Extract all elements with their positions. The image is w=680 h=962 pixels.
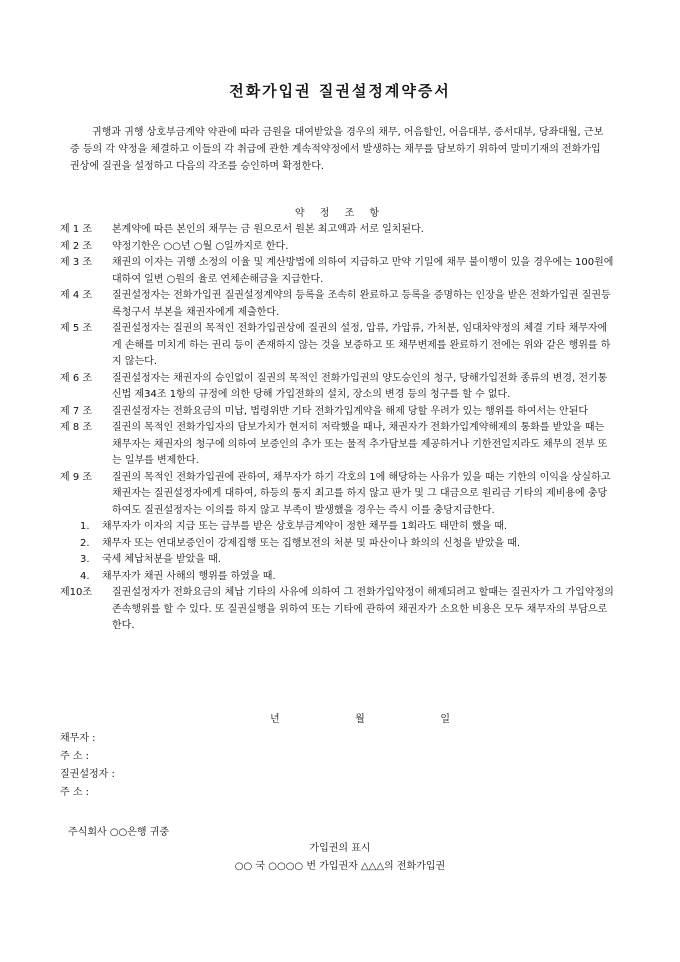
article-number: 제 2 조 [60,240,93,252]
bank-addressee: 주식회사 ○○은행 귀중 [68,827,170,838]
article-text: 질권의 목적인 전화가입권에 관하여, 채무자가 하기 각호의 1에 해당하는 사유가 있을 때는 기한의 이익을 상실하고 채권자는 질권설정자에게 대하여, 하등의 통지 최고를 하지 않고 판가 및 그 대금으로 원리금 기타의 제비용에 충당하여도 질권설정자는 이의를 하지 않고 부족이 발생했을 경우는 즉시 이를 충당지급한다. [112,471,611,516]
articles-list [60,222,616,635]
sub-item-text: 채무자가 이자의 지급 또는 급부를 받은 상호부금계약이 정한 채무를 1회라도 태만히 했을 때. [102,521,508,532]
article-text: 질권설정자가 전화요금의 체납 기타의 사유에 의하여 그 전화가입약정이 해제되려고 할때는 질권자가 그 가입약정의 존속행위를 할 수 있다. 또 질권실행을 위하여 또는 기타에 관하여 채권자가 소요한 비용은 모두 채무자의 부담으로 한다. [112,587,614,631]
debtor-address-label: 주 소 : [60,751,90,762]
sub-item-number: 1. [80,521,90,532]
subscription-indication [0,840,680,876]
article-9 [60,470,616,520]
article-text: 채권의 이자는 귀행 소정의 이율 및 계산방법에 의하여 지급하고 만약 기일에 채무 불이행이 있을 경우에는 100원에 대하여 일변 ○원의 율로 연체손해금을 지급한다. [112,257,614,285]
article-number: 제 7 조 [60,405,93,417]
article-text: 본계약에 따른 본인의 채무는 금 원으로서 원본 최고액과 서로 일치된다. [112,224,424,235]
sub-item-2 [80,536,616,553]
article-number: 제 9 조 [60,471,93,483]
article-3 [60,255,616,288]
sub-item-3 [80,552,616,569]
date-line [270,710,450,725]
sub-item-4 [80,569,616,586]
article-8 [60,420,616,470]
article-number: 제 1 조 [60,224,93,235]
article-number: 제 4 조 [60,290,93,301]
sub-item-text: 채무자 또는 연대보증인이 강제집행 또는 집행보전의 처분 및 파산이나 화의의 신청을 받았을 때. [102,537,521,549]
debtor-label: 채무자 : [60,733,96,744]
article-4 [60,288,616,321]
article-5 [60,321,616,371]
sub-item-text: 국세 체납처분을 받았을 때. [102,554,221,565]
article-number: 제 6 조 [60,372,93,384]
article-number: 제 5 조 [60,323,93,334]
subscription-detail: ○○ 국 ○○○○ 번 가입권자 △△△의 전화가입권 [234,861,446,872]
intro-paragraph: 귀행과 귀행 상호부금계약 약관에 따라 금원을 대여받았을 경우의 채무, 어음할인, 어음대부, 증서대부, 당좌대월, 근보증 등의 각 약정을 체결하고 이들의 각 취급에 관한 계속적약정에서 발생하는 채무를 담보하기 위하여 말미기재의 전화가입권상에 질권을 설정하고 다음의 각조를 승인하며 확정한다. [70,127,604,172]
pledgor-address-label: 주 소 : [60,787,90,798]
document-title: 전화가입권 질권설정계약증서 [229,82,451,100]
sub-item-number: 4. [80,570,90,582]
date-month: 월 [355,714,365,725]
article-number: 제 8 조 [60,422,93,433]
sub-item-1 [80,519,616,536]
article-number: 제 3 조 [60,257,93,268]
article-2 [60,239,616,256]
sub-item-number: 2. [80,537,90,549]
article-text: 질권설정자는 질권의 목적인 전화가입권상에 질권의 설정, 압류, 가압류, 가처분, 임대차약정의 체결 기타 채무자에게 손해를 미치게 하는 권리 등이 존재하지 않는 것을 보증하고 또 채무변제를 완료하기 전에는 위와 같은 행위를 하지 않는다. [112,323,611,367]
article-7 [60,404,616,421]
article-text: 질권설정자는 전화요금의 미납, 법령위반 기타 전화가입계약을 해제 당할 우려가 있는 행위를 하여서는 안된다 [112,405,589,417]
subscription-title: 가입권의 표시 [309,843,371,854]
parties-block [60,730,115,802]
article-text: 약정기한은 ○○년 ○월 ○일까지로 한다. [112,240,289,252]
article-9-sub-items [60,519,616,585]
article-text: 질권설정자는 전화가입권 질권설정계약의 등록을 조속히 완료하고 등록을 증명하는 인장을 받은 전화가입권 질권등록청구서 부본을 채권자에게 제출한다. [112,290,611,318]
article-number: 제10조 [60,587,93,598]
sub-item-text: 채무자가 채권 사해의 행위를 하였을 때. [102,570,276,582]
article-text: 질권설정자는 채권자의 승인없이 질권의 목적인 전화가입권의 양도승인의 청구, 당해가입전화 종류의 변경, 전기통신법 제34조 1항의 규정에 의한 당해 가입전화의 설치, 장소의 변경 등의 청구를 할 수 없다. [112,372,608,400]
article-1 [60,222,616,239]
date-year: 년 [270,714,280,725]
article-10 [60,585,616,635]
article-text: 질권의 목적인 전화가입자의 담보가치가 현저히 저락했을 때나, 채권자가 전화가입계약해제의 통화를 받았을 때는 채무자는 채권자의 청구에 의하여 보증인의 추가 또는 물적 추가담보를 제공하거나 기한전일지라도 채무의 전부 또는 일부를 변제한다. [112,422,608,466]
pledgor-label: 질권설정자 : [60,769,115,780]
sub-item-number: 3. [80,554,90,565]
article-6 [60,371,616,404]
section-title: 약 정 조 항 [294,208,386,219]
date-day: 일 [440,714,450,725]
